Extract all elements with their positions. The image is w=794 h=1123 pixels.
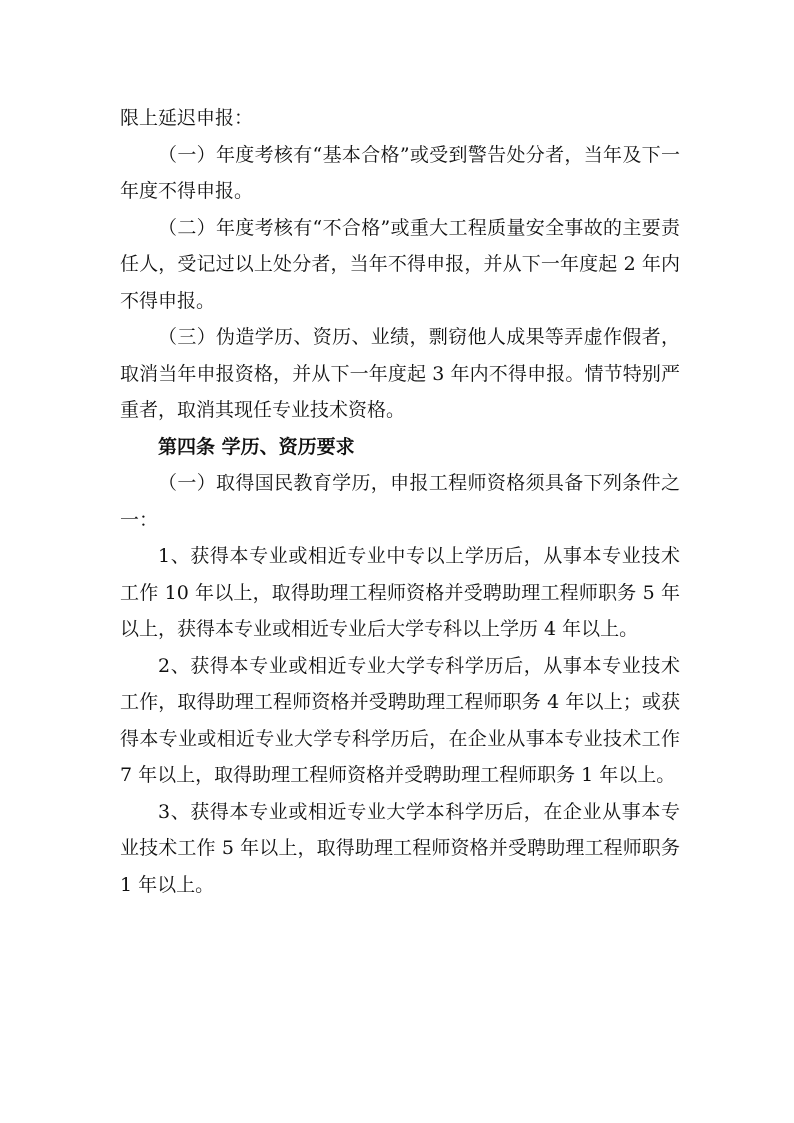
paragraph-item-2: （二）年度考核有“不合格”或重大工程质量安全事故的主要责任人，受记过以上处分者，当年不得申报，并从下一年度起 2 年内不得申报。: [120, 216, 680, 312]
paragraph-condition-3: 3、获得本专业或相近专业大学本科学历后，在企业从事本专业技术工作 5 年以上，取得助理工程师资格并受聘助理工程师职务 1 年以上。: [120, 800, 680, 896]
paragraph-item-3: （三）伪造学历、资历、业绩，剽窃他人成果等弄虚作假者，取消当年申报资格，并从下一年度起 3 年内不得申报。情节特别严重者，取消其现任专业技术资格。: [120, 326, 680, 421]
paragraph-condition-2: 2、获得本专业或相近专业大学专科学历后，从事本专业技术工作，取得助理工程师资格并受聘助理工程师职务 4 年以上；或获得本专业或相近专业大学专科学历后，在企业从事本专业技术工作 7 年以上，取得助理工程师资格并受聘助理工程师职务 1 年以上。: [120, 654, 680, 786]
document-body: [120, 100, 680, 903]
paragraph-requirement-intro: （一）取得国民教育学历，申报工程师资格须具备下列条件之一：: [120, 472, 680, 531]
paragraph-item-1: （一）年度考核有“基本合格”或受到警告处分者，当年及下一年度不得申报。: [120, 143, 680, 202]
paragraph-condition-1: 1、获得本专业或相近专业中专以上学历后，从事本专业技术工作 10 年以上，取得助理工程师资格并受聘助理工程师职务 5 年以上，获得本专业或相近专业后大学专科以上学历 4 年以上。: [120, 545, 680, 640]
paragraph-continuation: 限上延迟申报：: [120, 107, 254, 129]
article-heading: 第四条 学历、资历要求: [158, 435, 355, 458]
